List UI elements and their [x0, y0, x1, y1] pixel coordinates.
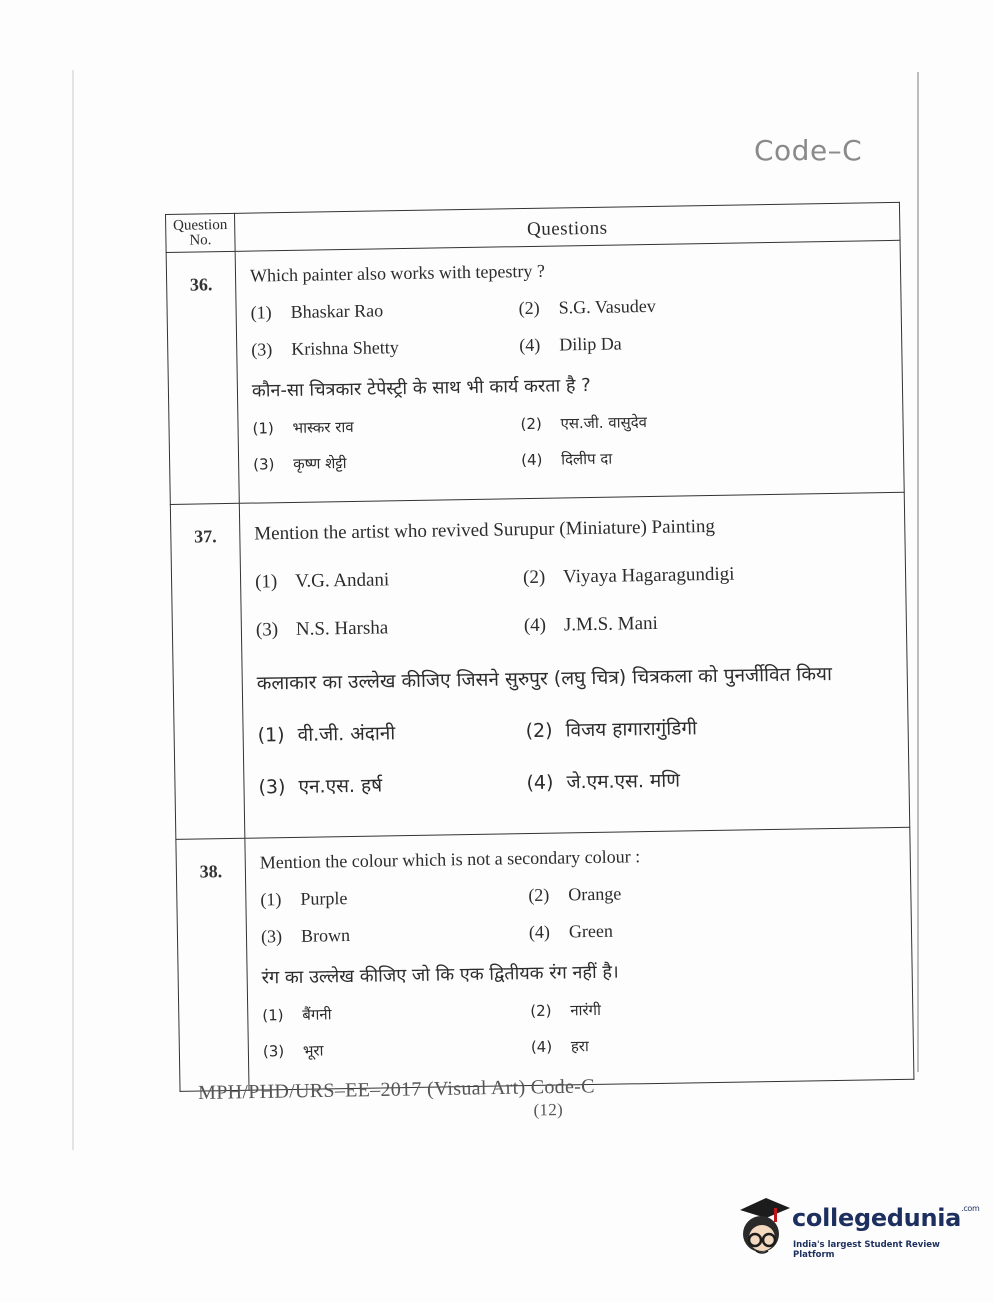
options-en	[260, 879, 897, 948]
option-1: (1) Purple	[260, 888, 348, 910]
page-number: (12)	[533, 1099, 564, 1120]
options-en	[255, 561, 892, 642]
option-2-hi: (2) एस.जी. वासुदेव	[520, 413, 648, 434]
question-row-37	[170, 492, 909, 839]
option-3-hi: (3) कृष्ण शेट्टी	[253, 454, 347, 474]
option-3-hi: (3) भूरा	[262, 1041, 324, 1061]
question-body	[239, 492, 909, 838]
option-3: (3) N.S. Harsha	[255, 617, 389, 641]
option-4: (4) Dilip Da	[519, 333, 622, 356]
option-2-hi: (2) नारंगी	[530, 1000, 602, 1021]
option-4-hi: (4) जे.एम.एस. मणि	[526, 769, 681, 795]
question-text-en: Mention the colour which is not a secondary colour :	[259, 846, 641, 873]
question-text-hi: कलाकार का उल्लेख कीजिए जिसने सुरुपुर (लघु चित्र) चित्रकला को पुनर्जीवित किया	[256, 663, 833, 695]
question-body	[245, 827, 914, 1090]
question-text-en: Mention the artist who revived Surupur (Miniature) Painting	[254, 515, 716, 545]
options-hi	[252, 408, 889, 475]
option-1-hi: (1) भास्कर राव	[252, 417, 354, 438]
option-2-hi: (2) विजय हागारागुंडिगी	[525, 717, 698, 743]
question-number: 37.	[170, 503, 245, 839]
question-text-en: Which painter also works with tepestry ?	[249, 260, 546, 286]
option-4-hi: (4) हरा	[530, 1037, 590, 1057]
option-4: (4) J.M.S. Mani	[523, 612, 658, 637]
option-1: (1) Bhaskar Rao	[250, 300, 384, 323]
scan-edge-right	[917, 72, 919, 1072]
brand-tagline: India's largest Student Review Platform	[793, 1240, 940, 1260]
option-3: (3) Krishna Shetty	[251, 337, 399, 360]
option-1-hi: (1) वी.जी. अंदानी	[257, 722, 396, 747]
question-text-hi: कौन-सा चित्रकार टेपेस्ट्री के साथ भी कार्य करता है ?	[251, 374, 591, 402]
question-number: 38.	[176, 838, 249, 1091]
column-header-question-no: Question No.	[166, 213, 236, 252]
collegedunia-logo	[736, 1196, 980, 1260]
question-number: 36.	[166, 251, 239, 504]
option-2: (2) Orange	[528, 883, 622, 906]
options-en	[250, 292, 887, 361]
question-table-sheet	[165, 202, 914, 1092]
question-row-36	[166, 240, 904, 504]
brand-name: collegedunia$^{.com}$	[792, 1204, 980, 1232]
option-1-hi: (1) बैंगनी	[262, 1005, 332, 1025]
option-2: (2) S.G. Vasudev	[518, 295, 656, 319]
question-body	[235, 240, 904, 503]
question-row-38	[176, 827, 914, 1091]
option-2: (2) Viyaya Hagaragundigi	[522, 563, 735, 589]
scan-edge-left	[72, 70, 74, 1150]
question-table	[165, 202, 914, 1092]
options-hi	[262, 995, 899, 1062]
column-header-questions: Questions	[234, 202, 900, 251]
graduate-mascot-icon	[736, 1196, 792, 1258]
option-4-hi: (4) दिलीप दा	[520, 449, 613, 470]
question-text-hi: रंग का उल्लेख कीजिए जो कि एक द्वितीयक रंग नहीं है।	[261, 961, 619, 989]
exam-code: MPH/PHD/URS–EE–2017 (Visual Art) Code-C	[198, 1075, 595, 1104]
options-hi	[257, 711, 894, 800]
option-1: (1) V.G. Andani	[254, 569, 390, 593]
option-4: (4) Green	[528, 920, 614, 943]
option-3-hi: (3) एन.एस. हर्ष	[258, 774, 383, 799]
option-3: (3) Brown	[260, 925, 351, 947]
paper-code: Code–C	[754, 134, 863, 167]
